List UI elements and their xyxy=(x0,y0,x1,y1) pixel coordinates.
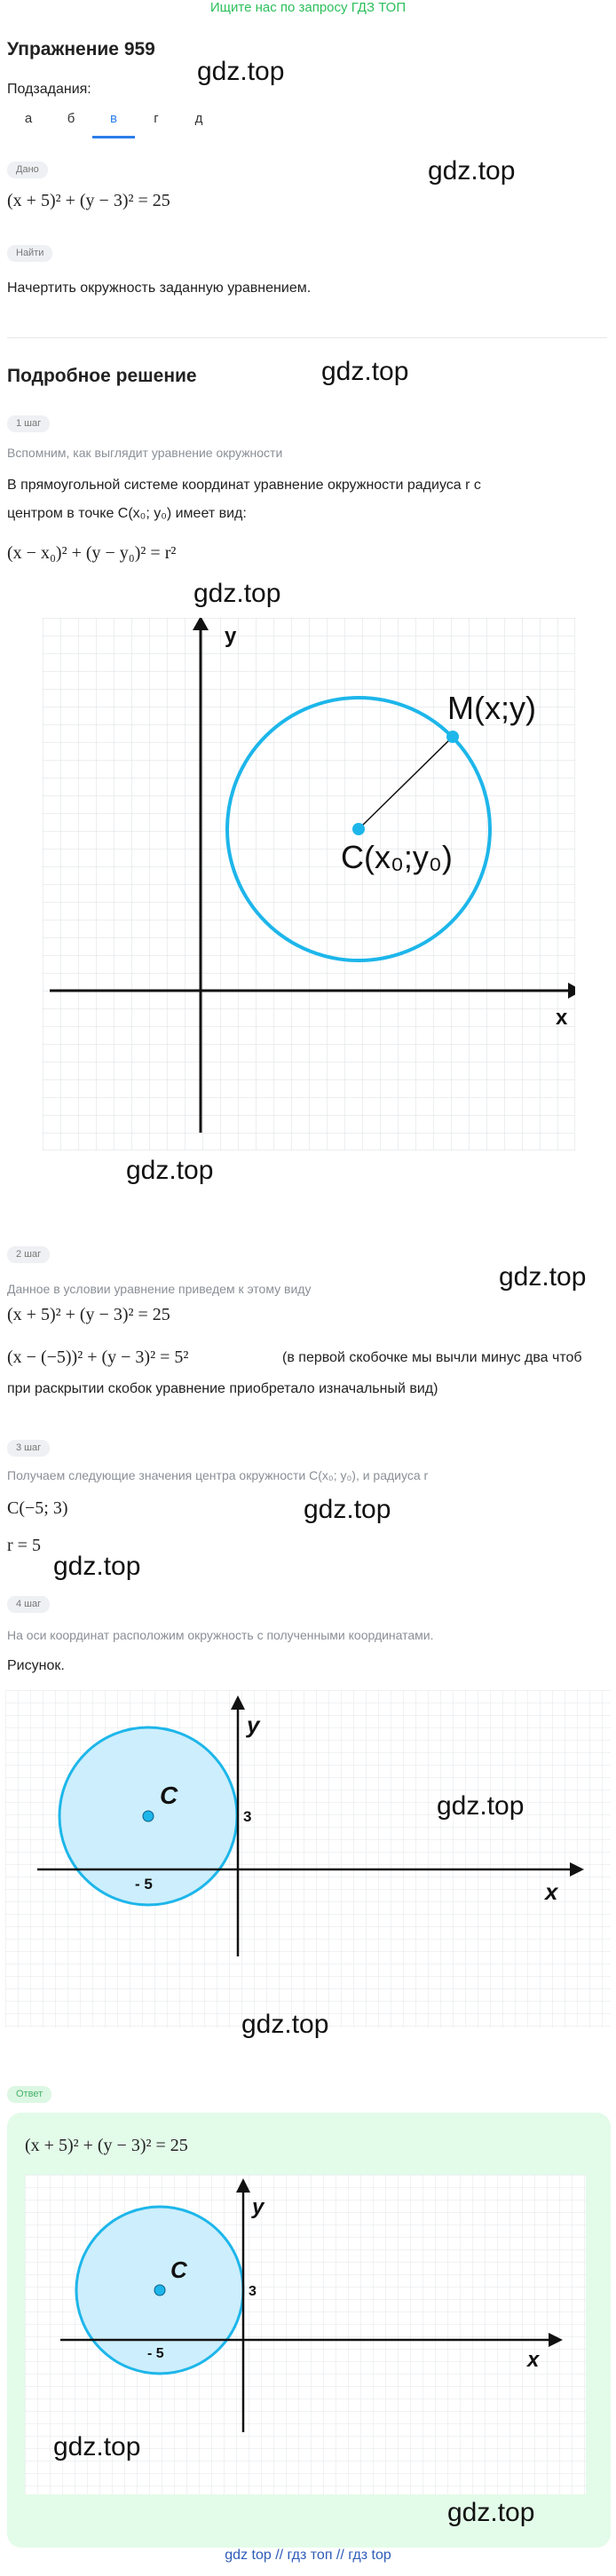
watermark: gdz.top xyxy=(53,1552,141,1581)
watermark: gdz.top xyxy=(241,2010,329,2039)
watermark: gdz.top xyxy=(126,1156,214,1185)
watermark: gdz.top xyxy=(197,57,285,86)
watermark: gdz.top xyxy=(437,1791,525,1821)
watermark: gdz.top xyxy=(321,357,409,386)
step2-eq1: (x + 5)² + (y − 3)² = 25 xyxy=(7,1305,170,1324)
step2-note: (в первой скобочке мы вычли минус два чтоб xyxy=(282,1350,582,1365)
tick-minus-5: - 5 xyxy=(147,2346,164,2361)
x-label: x xyxy=(556,1006,568,1030)
tab-b[interactable]: б xyxy=(67,111,75,126)
watermark: gdz.top xyxy=(428,156,516,186)
step2-hint: Данное в условии уравнение приведем к этому виду xyxy=(7,1282,312,1296)
tab-a[interactable]: а xyxy=(24,111,33,126)
x-label: x xyxy=(527,2348,540,2372)
step2-note-cont: при раскрытии скобок уравнение приобретало изначальный вид) xyxy=(7,1381,438,1396)
circle-specific-figure xyxy=(5,1690,611,2027)
x-label: x xyxy=(545,1878,558,1905)
step1-pill: 1 шаг xyxy=(7,415,50,432)
solution-title: Подробное решение xyxy=(7,366,197,386)
figure-caption: Рисунок. xyxy=(7,1658,65,1673)
step1-line2: центром в точке C(x₀; y₀) имеет вид: xyxy=(7,506,247,521)
tick-3: 3 xyxy=(249,2284,257,2299)
divider xyxy=(7,337,607,338)
center-value: C(−5; 3) xyxy=(7,1498,68,1518)
tab-d[interactable]: д xyxy=(194,111,203,126)
step2-pill: 2 шаг xyxy=(7,1246,50,1263)
given-pill: Дано xyxy=(7,162,48,178)
answer-equation: (x + 5)² + (y − 3)² = 25 xyxy=(25,2136,188,2155)
step3-hint: Получаем следующие значения центра окружности C(x₀; y₀), и радиуса r xyxy=(7,1468,429,1482)
watermark: gdz.top xyxy=(447,2498,535,2527)
step4-pill: 4 шаг xyxy=(7,1596,50,1613)
step4-hint: На оси координат расположим окружность с полученными координатами. xyxy=(7,1628,434,1642)
tab-g[interactable]: г xyxy=(154,111,159,126)
center-point xyxy=(154,2285,165,2295)
step1-line1: В прямоугольной системе координат уравнение окружности радиуса r с xyxy=(7,478,481,493)
radius-value: r = 5 xyxy=(7,1536,41,1555)
y-label: y xyxy=(252,2195,265,2219)
c-label: C xyxy=(170,2256,187,2283)
point-c-label: C(x₀;y₀) xyxy=(341,839,453,875)
find-text: Начертить окружность заданную уравнением. xyxy=(7,281,312,296)
tick-3: 3 xyxy=(243,1808,252,1825)
step3-pill: 3 шаг xyxy=(7,1440,50,1457)
point-m xyxy=(446,731,459,743)
given-equation: (x + 5)² + (y − 3)² = 25 xyxy=(7,191,170,210)
watermark: gdz.top xyxy=(53,2432,141,2461)
find-pill: Найти xyxy=(7,245,52,262)
center-point xyxy=(352,823,365,835)
watermark: gdz.top xyxy=(304,1495,391,1524)
step2-eq2: (x − (−5))² + (y − 3)² = 5² xyxy=(7,1347,189,1367)
circle-general-figure xyxy=(43,618,575,1150)
subtask-tabs xyxy=(7,107,220,138)
c-label: C xyxy=(160,1782,178,1809)
y-label: y xyxy=(225,624,237,648)
watermark: gdz.top xyxy=(499,1262,587,1292)
step1-formula: (x − x₀)² + (y − y₀)² = r² xyxy=(7,543,177,563)
answer-pill: Ответ xyxy=(7,2086,51,2103)
watermark: gdz.top xyxy=(193,579,281,608)
footer-links[interactable]: gdz top // гдз топ // гдз top xyxy=(225,2548,391,2563)
tab-v[interactable]: в xyxy=(92,107,135,138)
step1-hint: Вспомним, как выглядит уравнение окружности xyxy=(7,446,283,460)
subtasks-label: Подзадания: xyxy=(7,82,91,97)
tick-minus-5: - 5 xyxy=(135,1876,153,1892)
center-point xyxy=(143,1811,154,1821)
top-banner[interactable]: Ищите нас по запросу ГДЗ ТОП xyxy=(209,0,407,15)
page-title: Упражнение 959 xyxy=(7,39,155,59)
point-m-label: M(x;y) xyxy=(447,690,536,726)
y-label: y xyxy=(247,1711,260,1738)
